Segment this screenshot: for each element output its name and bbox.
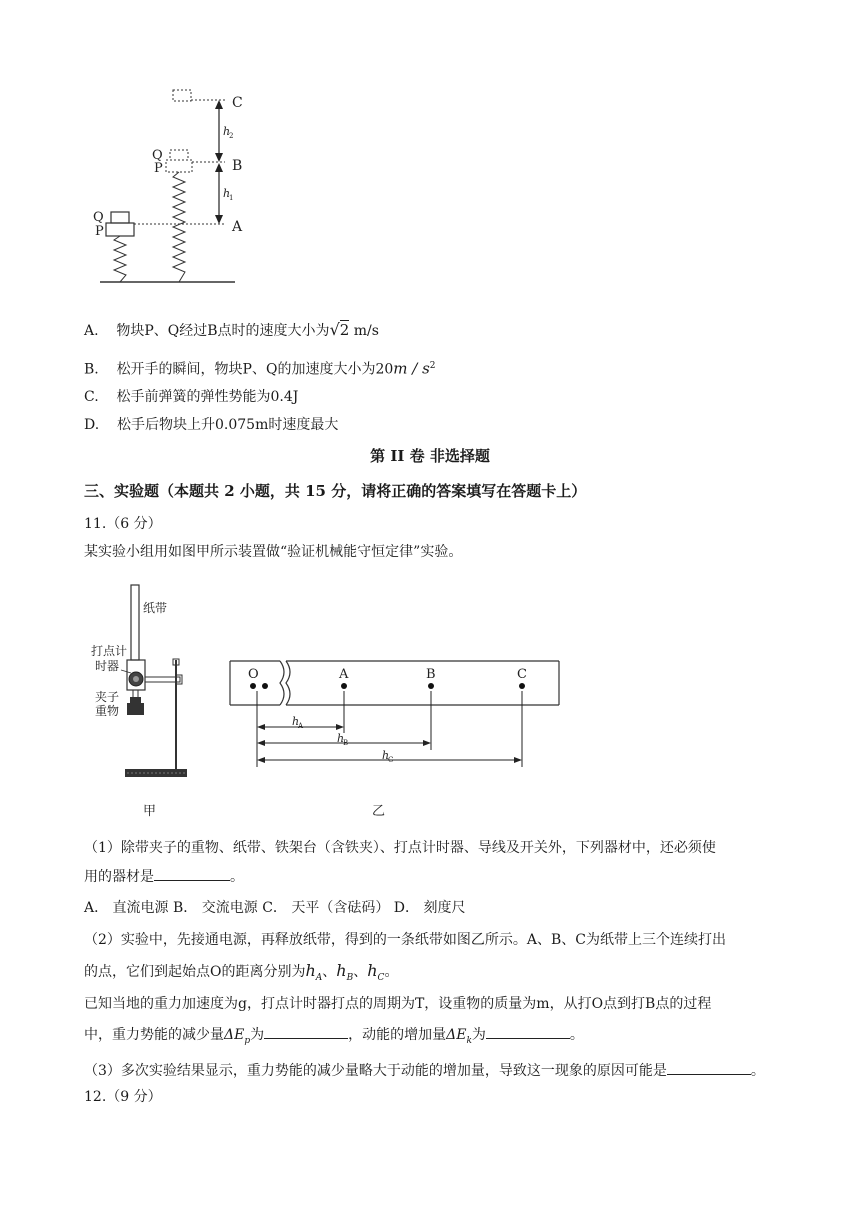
option-b-unit-sup: 2	[429, 361, 436, 371]
q11-intro: 某实验小组用如图甲所示装置做“验证机械能守恒定律”实验。	[84, 544, 463, 560]
q11-p1-line1: （1）除带夹子的重物、纸带、铁架台（含铁夹）、打点计时器、导线及开关外，下列器材中，还必须使	[84, 840, 716, 856]
sep-2: 、	[353, 964, 368, 980]
option-c-text: 松手前弹簧的弹性势能为0.4J	[116, 389, 299, 405]
var-hb: h	[336, 961, 347, 980]
label-h2-sub: 2	[229, 132, 234, 140]
q11-p3-line	[84, 1060, 765, 1081]
q11-p2-line3: 已知当地的重力加速度为g，打点计时器打点的周期为T，设重物的质量为m，从打O点到打B点的过程	[84, 996, 712, 1012]
tape-label-hb-sub: B	[343, 739, 349, 747]
option-c-letter: C.	[84, 389, 99, 405]
answer-blank-4[interactable]	[667, 1060, 751, 1075]
spring-block-figure	[95, 82, 255, 292]
sep-1: 、	[322, 964, 337, 980]
option-a: A. 物块P、Q经过B点时的速度大小为√2 m/s	[84, 320, 379, 339]
label-p-top: P	[154, 161, 163, 176]
label-clip: 夹子	[95, 690, 120, 704]
caption-yi: 乙	[372, 804, 386, 819]
apparatus-figure	[85, 585, 210, 820]
label-timer-1: 打点计	[91, 644, 128, 658]
q11-p2-line1: （2）实验中，先接通电源，再释放纸带，得到的一条纸带如图乙所示。A、B、C为纸带上三个连续打出	[84, 932, 727, 948]
q11-p2-mid3: 为	[471, 1027, 486, 1043]
q11-p2-line2	[84, 961, 398, 988]
var-hc: h	[367, 961, 378, 980]
tape-label-ha-sub: A	[298, 722, 304, 730]
q11-choices: A． 直流电源 B． 交流电源 C． 天平（含砝码） D． 刻度尺	[84, 900, 466, 916]
tape-label-b: B	[426, 667, 436, 682]
q11-p1-line2	[84, 866, 244, 887]
tape-figure	[228, 655, 563, 820]
tape-label-hb: h	[337, 732, 345, 745]
tape-label-a: A	[339, 667, 349, 682]
option-a-text: 物块P、Q经过B点时的速度大小为	[116, 323, 330, 339]
answer-blank-3[interactable]	[486, 1024, 570, 1039]
label-a: A	[232, 219, 243, 235]
tape-label-c: C	[517, 667, 527, 682]
var-delta-ek-sub: k	[466, 1035, 472, 1046]
answer-blank-2[interactable]	[264, 1024, 348, 1039]
q11-p3-text: （3）多次实验结果显示，重力势能的减少量略大于动能的增加量，导致这一现象的原因可能是	[84, 1063, 667, 1079]
answer-blank-1[interactable]	[154, 866, 230, 881]
option-a-letter: A.	[84, 323, 99, 339]
label-q-bottom: Q	[93, 210, 104, 225]
q11-p2-end2: 。	[569, 1027, 584, 1043]
q11-p2-line4	[84, 1024, 584, 1051]
caption-jia: 甲	[143, 804, 157, 819]
option-b	[84, 356, 436, 380]
label-p-bottom: P	[95, 224, 104, 239]
section3-title: 三、实验题（本题共 2 小题，共 15 分，请将正确的答案填写在答题卡上）	[84, 482, 587, 500]
label-h2: h	[223, 125, 231, 138]
q11-p2-mid: 为	[250, 1027, 265, 1043]
option-d	[84, 415, 338, 435]
option-b-unit: m / s	[393, 359, 430, 378]
var-delta-ep-sub: p	[244, 1035, 251, 1046]
var-delta-ep: ΔE	[224, 1027, 245, 1043]
q11-number: 11.（6 分）	[84, 516, 162, 532]
label-q-top: Q	[152, 148, 163, 163]
q11-p2-text: 的点，它们到起始点O的距离分别为	[84, 964, 306, 980]
var-ha: h	[305, 961, 316, 980]
q11-p2-end: 。	[384, 964, 399, 980]
q11-p1-text: 用的器材是	[84, 869, 154, 885]
label-b: B	[232, 158, 243, 174]
option-c	[84, 387, 298, 407]
q11-p2-line4-text: 中，重力势能的减少量	[84, 1027, 224, 1043]
q11-p3-end: 。	[750, 1063, 765, 1079]
label-tape: 纸带	[143, 601, 168, 615]
tape-label-hc-sub: C	[388, 756, 394, 764]
tape-label-ha: h	[292, 715, 300, 728]
option-a-unit: m/s	[353, 323, 379, 339]
q11-p2-mid2: ，动能的增加量	[348, 1027, 447, 1043]
volume-title: 第 II 卷 非选择题	[370, 447, 490, 465]
label-c: C	[232, 95, 243, 111]
tape-label-hc: h	[382, 749, 390, 762]
option-b-text: 松开手的瞬间，物块P、Q的加速度大小为20	[116, 361, 394, 378]
label-timer-2: 时器	[95, 659, 120, 673]
option-d-letter: D.	[84, 417, 100, 433]
var-hc-sub: C	[377, 972, 385, 983]
option-a-sqrt: 2	[339, 321, 350, 339]
q12-number: 12.（9 分）	[84, 1089, 162, 1105]
var-ha-sub: A	[315, 972, 323, 983]
tape-label-o: O	[248, 667, 259, 682]
label-h1: h	[223, 187, 231, 200]
option-d-text: 松手后物块上升0.075m时速度最大	[117, 417, 339, 433]
option-b-letter: B.	[84, 361, 99, 378]
label-h1-sub: 1	[229, 194, 234, 202]
var-hb-sub: B	[346, 972, 354, 983]
var-delta-ek: ΔE	[446, 1027, 467, 1043]
label-weight: 重物	[95, 704, 120, 718]
q11-p1-end: 。	[230, 869, 244, 885]
